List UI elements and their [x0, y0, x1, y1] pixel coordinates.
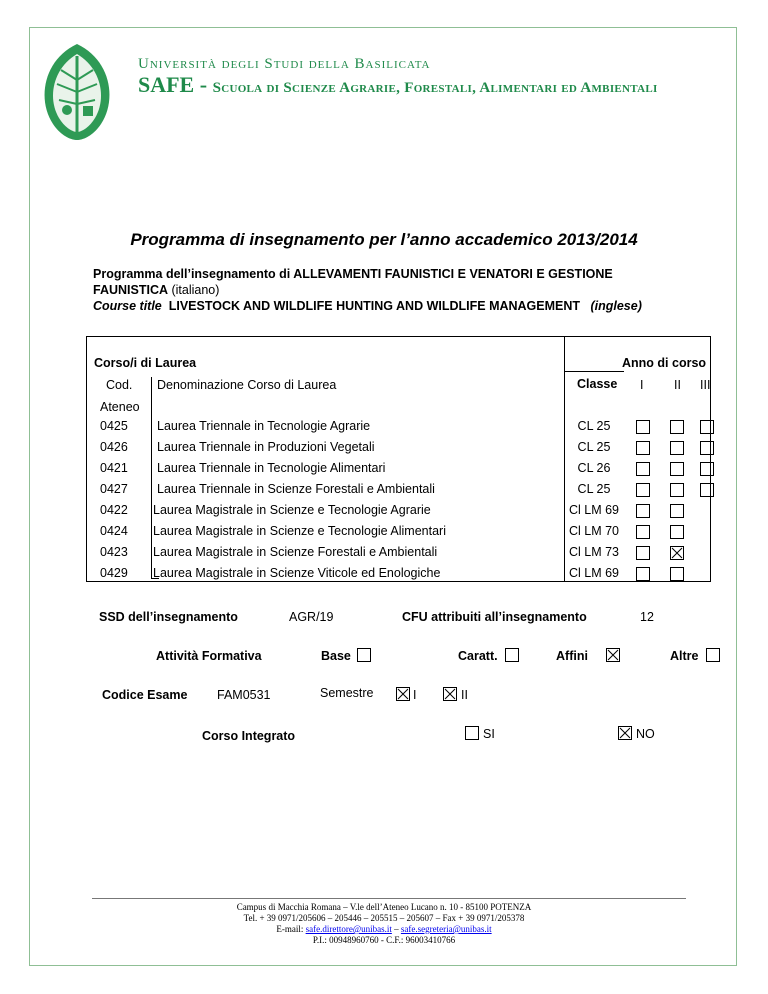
sem1-label: I	[413, 688, 417, 702]
year-label-1: I	[640, 378, 644, 392]
course-title-lang: (inglese)	[590, 299, 642, 313]
program-block	[93, 266, 693, 314]
x-mark-icon	[619, 727, 631, 739]
ssd-label: SSD dell’insegnamento	[99, 610, 238, 624]
row-cod: 0426	[100, 440, 128, 454]
year-2-checkbox[interactable]	[670, 546, 684, 560]
school-prefix: SAFE -	[138, 72, 213, 97]
row-cod: 0425	[100, 419, 128, 433]
row-name: Laurea Magistrale in Scienze Viticole ed Enologiche	[153, 566, 441, 580]
integrato-label: Corso Integrato	[202, 729, 296, 743]
year-1-checkbox[interactable]	[636, 525, 650, 539]
row-classe: Cl LM 73	[568, 545, 620, 559]
email-direttore-link[interactable]: safe.direttore@unibas.it	[305, 924, 392, 934]
row-name: Laurea Triennale in Tecnologie Agrarie	[157, 419, 371, 433]
year-1-checkbox[interactable]	[636, 567, 650, 581]
school-name: Scuola di Scienze Agrarie, Forestali, Alimentari ed Ambientali	[212, 80, 658, 96]
altre-label: Altre	[670, 649, 699, 663]
si-checkbox[interactable]	[465, 726, 479, 740]
footer-divider	[92, 898, 686, 899]
year-1-checkbox[interactable]	[636, 462, 650, 476]
footer-email-sep: –	[391, 924, 401, 934]
row-classe: Cl LM 70	[568, 524, 620, 538]
caratt-checkbox[interactable]	[505, 648, 519, 662]
row-name: Laurea Triennale in Scienze Forestali e Ambientali	[157, 482, 435, 496]
ssd-value: AGR/19	[289, 610, 334, 624]
year-2-checkbox[interactable]	[670, 441, 684, 455]
row-classe: Cl LM 69	[568, 566, 620, 580]
leaf-logo-icon	[33, 40, 121, 144]
row-name: Laurea Triennale in Tecnologie Alimentari	[157, 461, 386, 475]
codice-label: Codice Esame	[102, 688, 188, 702]
year-3-checkbox[interactable]	[700, 462, 714, 476]
footer-address: Campus di Macchia Romana – V.le dell’Ateneo Lucano n. 10 - 85100 POTENZA	[236, 902, 532, 912]
year-1-checkbox[interactable]	[636, 483, 650, 497]
corso-label: Corso/i di Laurea	[94, 356, 197, 370]
row-name: Laurea Magistrale in Scienze e Tecnologie Agrarie	[153, 503, 431, 517]
year-1-checkbox[interactable]	[636, 546, 650, 560]
cfu-label: CFU attribuiti all’insegnamento	[402, 610, 587, 624]
year-3-checkbox[interactable]	[700, 420, 714, 434]
year-2-checkbox[interactable]	[670, 504, 684, 518]
year-label-2: II	[674, 378, 681, 392]
cfu-value: 12	[640, 610, 654, 624]
row-classe: CL 25	[577, 419, 611, 433]
year-3-checkbox[interactable]	[700, 441, 714, 455]
year-3-checkbox[interactable]	[700, 483, 714, 497]
classe-label: Classe	[577, 377, 618, 391]
year-1-checkbox[interactable]	[636, 504, 650, 518]
year-2-checkbox[interactable]	[670, 462, 684, 476]
denominazione-label: Denominazione Corso di Laurea	[157, 378, 337, 392]
row-cod: 0429	[100, 566, 128, 580]
row-cod: 0422	[100, 503, 128, 517]
row-classe: CL 25	[577, 482, 611, 496]
cod-label: Cod.	[106, 378, 133, 392]
row-classe: CL 25	[577, 440, 611, 454]
x-mark-icon	[607, 649, 619, 661]
row-classe: CL 26	[577, 461, 611, 475]
anno-label: Anno di corso	[622, 356, 707, 370]
program-lang-it: (italiano)	[168, 283, 220, 297]
row-name: Laurea Magistrale in Scienze Forestali e Ambientali	[153, 545, 438, 559]
year-2-checkbox[interactable]	[670, 420, 684, 434]
university-name: Università degli Studi della Basilicata	[138, 56, 431, 72]
base-checkbox[interactable]	[357, 648, 371, 662]
year-label-3: III	[700, 378, 711, 392]
si-label: SI	[483, 727, 495, 741]
x-mark-icon	[397, 688, 409, 700]
codice-value: FAM0531	[217, 688, 271, 702]
x-mark-icon	[671, 547, 683, 559]
row-name: Laurea Triennale in Produzioni Vegetali	[157, 440, 375, 454]
year-2-checkbox[interactable]	[670, 567, 684, 581]
program-name-it-cont: FAUNISTICA	[93, 283, 168, 297]
row-classe: Cl LM 69	[568, 503, 620, 517]
year-1-checkbox[interactable]	[636, 420, 650, 434]
footer-email	[0, 924, 768, 935]
program-label: Programma dell’insegnamento di	[93, 267, 294, 281]
semestre-label: Semestre	[320, 686, 374, 700]
school-title	[138, 72, 658, 98]
footer-tax: P.I.: 00948960760 - C.F.: 96003410766	[312, 935, 456, 945]
x-mark-icon	[444, 688, 456, 700]
year-1-checkbox[interactable]	[636, 441, 650, 455]
sem2-label: II	[461, 688, 468, 702]
footer-phone: Tel. + 39 0971/205606 – 205446 – 205515 – 205607 – Fax + 39 0971/205378	[243, 913, 525, 923]
no-checkbox[interactable]	[618, 726, 632, 740]
attivita-label: Attività Formativa	[156, 649, 262, 663]
year-2-checkbox[interactable]	[670, 525, 684, 539]
no-label: NO	[636, 727, 655, 741]
semester-2-checkbox[interactable]	[443, 687, 457, 701]
row-cod: 0423	[100, 545, 128, 559]
program-name-it: ALLEVAMENTI FAUNISTICI E VENATORI E GESTIONE	[293, 267, 613, 281]
year-2-checkbox[interactable]	[670, 483, 684, 497]
row-cod: 0427	[100, 482, 128, 496]
ateneo-label: Ateneo	[100, 400, 140, 414]
page-heading: Programma di insegnamento per l’anno accademico 2013/2014	[130, 230, 638, 249]
table-divider-h	[564, 371, 624, 372]
affini-checkbox[interactable]	[606, 648, 620, 662]
affini-label: Affini	[556, 649, 588, 663]
caratt-label: Caratt.	[458, 649, 498, 663]
footer	[0, 902, 768, 946]
semester-1-checkbox[interactable]	[396, 687, 410, 701]
footer-email-label: E-mail:	[276, 924, 306, 934]
course-title-value: LIVESTOCK AND WILDLIFE HUNTING AND WILDLIFE MANAGEMENT	[168, 299, 581, 313]
email-segreteria-link[interactable]: safe.segreteria@unibas.it	[400, 924, 492, 934]
row-name: Laurea Magistrale in Scienze e Tecnologie Alimentari	[153, 524, 446, 538]
table-divider	[564, 336, 565, 582]
altre-checkbox[interactable]	[706, 648, 720, 662]
row-cod: 0424	[100, 524, 128, 538]
row-cod: 0421	[100, 461, 128, 475]
course-title-label: Course title	[93, 299, 162, 313]
base-label: Base	[321, 649, 351, 663]
